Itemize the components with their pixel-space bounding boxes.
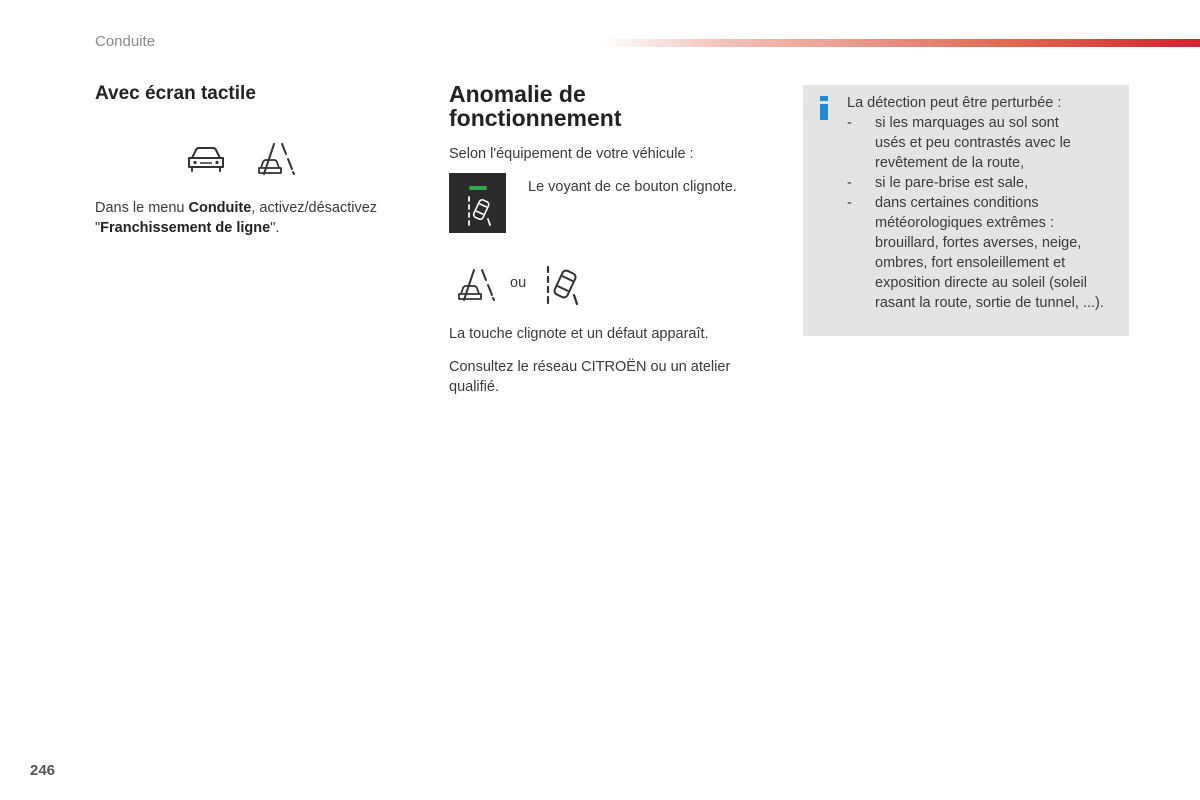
info-box [803, 85, 1129, 336]
menu-name: Conduite [188, 200, 252, 216]
malfunction-heading: Anomalie de fonctionnement [449, 81, 622, 131]
touchscreen-heading: Avec écran tactile [95, 83, 256, 104]
page-number: 246 [30, 762, 56, 779]
equipment-intro: Selon l'équipement de votre véhicule : [449, 146, 694, 162]
lane-car-icon [466, 195, 492, 227]
lane-assist-button-image [449, 173, 506, 233]
info-list [847, 113, 1122, 313]
button-led [469, 186, 487, 190]
function-name: Franchissement de ligne [100, 220, 271, 236]
car-front-icon [186, 144, 226, 174]
list-item: - si le pare-brise est sale, [847, 175, 1029, 191]
button-caption: Le voyant de ce bouton clignote. [528, 179, 737, 195]
malfunction-section [449, 82, 769, 130]
or-label: ou [510, 275, 527, 291]
info-intro: La détection peut être perturbée : [847, 95, 1062, 111]
header-accent-bar [600, 39, 1200, 47]
left-column [95, 82, 415, 106]
list-item: - si les marquages au sol sont usés et peu contrastés avec le revêtement de la route, [847, 115, 1071, 171]
lane-departure-icon [258, 142, 300, 176]
section-header-label: Conduite [95, 33, 156, 50]
lane-keeping-car-icon [544, 265, 582, 307]
lane-departure-icon-alt [458, 268, 500, 302]
list-item: - dans certaines conditions météorologiques extrêmes : brouillard, fortes averses, neige, ombres, fort ensoleillement et exposition directe au soleil (soleil rasant la route, sortie de tunnel, ...). [847, 195, 1104, 311]
malfunction-text-1: La touche clignote et un défaut apparaît. [449, 326, 709, 342]
touchscreen-instruction: Dans le menu Conduite, activez/désactivez "Franchissement de ligne". [95, 200, 378, 236]
malfunction-text-2: Consultez le réseau CITROËN ou un atelier qualifié. [449, 359, 731, 395]
info-icon [819, 96, 829, 120]
